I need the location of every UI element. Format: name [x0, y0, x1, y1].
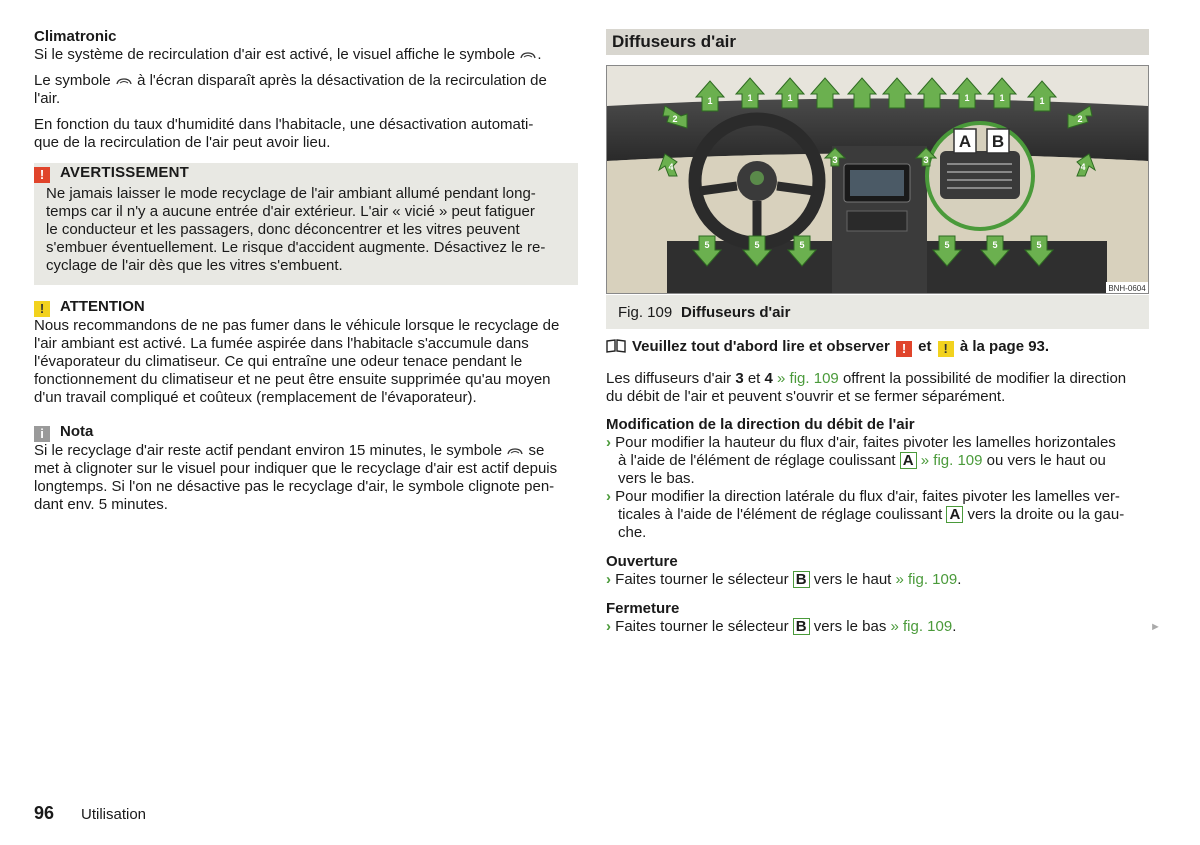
- closing-heading: Fermeture: [606, 600, 680, 617]
- vent-number: 2: [672, 114, 678, 124]
- vents-paragraph: [606, 370, 1149, 406]
- para-text: Les diffuseurs d'air: [606, 370, 732, 387]
- warning-line: s'embuer éventuellement. Le risque d'accident augmente. Désactivez le re-: [46, 239, 546, 256]
- note-text: se: [528, 442, 545, 459]
- vent-number: 1: [964, 93, 970, 103]
- caption-title: Diffuseurs d'air: [681, 304, 791, 321]
- fig-109-link[interactable]: » fig. 109: [895, 571, 958, 588]
- attention-icon: !: [34, 301, 50, 317]
- bullet-chevron-icon: ›: [606, 571, 611, 588]
- page-number: 96: [34, 803, 55, 823]
- bullet-text: vers la droite ou la gau-: [967, 506, 1125, 523]
- vent-number: 5: [1036, 240, 1042, 250]
- warning-header: [34, 164, 189, 183]
- bullet-text: vers le haut: [813, 571, 892, 588]
- warning-line: le conducteur et les passagers, donc déconcentrer et les vitres peuvent: [46, 221, 520, 238]
- attention-line: Nous recommandons de ne pas fumer dans le véhicule lorsque le recyclage de: [34, 317, 560, 334]
- bullet-text: Faites tourner le sélecteur: [615, 571, 789, 588]
- recirc-paragraph-2: [34, 72, 579, 108]
- section-title-bar: [606, 29, 1149, 55]
- vent-number: 3: [832, 155, 838, 165]
- control-b-ref: B: [793, 571, 810, 588]
- label-a: A: [958, 132, 972, 151]
- attention-icon: !: [938, 341, 954, 357]
- recirculation-icon: [115, 76, 133, 86]
- recirculation-icon: [506, 446, 524, 456]
- figure-code: BNH-0604: [1108, 284, 1146, 293]
- control-a-ref: A: [946, 506, 963, 523]
- note-line: dant env. 5 minutes.: [34, 496, 168, 513]
- recirc-text-2a: Le symbole: [34, 72, 111, 89]
- control-b-ref: B: [793, 618, 810, 635]
- note-title: Nota: [60, 423, 94, 440]
- warning-line: cyclage de l'air dès que les vitres s'embuent.: [46, 257, 343, 274]
- modification-section: [606, 416, 1149, 542]
- para-text: offrent la possibilité de modifier la direction: [842, 370, 1127, 387]
- vent-number: 1: [747, 93, 753, 103]
- attention-title: ATTENTION: [60, 298, 145, 315]
- footer-section: Utilisation: [81, 806, 147, 823]
- note-line: [34, 442, 579, 460]
- dashboard-illustration: [607, 66, 1148, 293]
- para-text: et: [747, 370, 761, 387]
- info-icon: i: [34, 426, 50, 442]
- figure-109: [606, 65, 1149, 294]
- vent-number: 3: [923, 155, 929, 165]
- bullet-chevron-icon: ›: [606, 488, 611, 505]
- recirc-text-3b: que de la recirculation de l'air peut avoir lieu.: [34, 134, 331, 151]
- vent-number: 5: [944, 240, 950, 250]
- vent-ref-4: 4: [764, 370, 773, 387]
- recirc-text-3a: En fonction du taux d'humidité dans l'habitacle, une désactivation automati-: [34, 116, 534, 133]
- bullet-text: che.: [618, 524, 647, 541]
- vent-number: 4: [1080, 162, 1086, 172]
- note-section: [34, 423, 579, 514]
- fig-109-link[interactable]: » fig. 109: [777, 370, 839, 387]
- vent-number: 2: [1077, 114, 1083, 124]
- closing-section: [606, 600, 1149, 636]
- bullet-text: Faites tourner le sélecteur: [615, 618, 789, 635]
- climatronic-heading: Climatronic: [34, 28, 117, 45]
- read-first-and: et: [918, 338, 932, 355]
- fig-109-link[interactable]: » fig. 109: [920, 452, 983, 469]
- attention-header: [34, 298, 579, 317]
- vent-ref-3: 3: [735, 370, 744, 387]
- label-b: B: [991, 132, 1005, 151]
- recirc-text-2b: à l'écran disparaît après la désactivation de la recirculation de: [137, 72, 547, 89]
- bullet-text: vers le bas: [813, 618, 887, 635]
- attention-line: fonctionnement du climatiseur et ne peut être ensuite supprimée qu'au moyen: [34, 371, 551, 388]
- vent-number: 5: [992, 240, 998, 250]
- caption-number: Fig. 109: [618, 304, 673, 321]
- note-line: met à clignoter sur le visuel pour indiquer que le recyclage d'air est actif depuis: [34, 460, 558, 477]
- warning-icon: !: [34, 167, 50, 183]
- vent-number: 1: [999, 93, 1005, 103]
- vent-number: 5: [754, 240, 760, 250]
- bullet-text: .: [952, 618, 957, 635]
- warning-line: temps car il n'y a aucune entrée d'air extérieur. L'air « vicié » peut fatiguer: [46, 203, 535, 220]
- book-icon: [606, 339, 626, 353]
- bullet-text: à l'aide de l'élément de réglage coulissant: [618, 452, 896, 469]
- opening-heading: Ouverture: [606, 553, 678, 570]
- recirculation-icon: [519, 50, 537, 60]
- recirc-paragraph-3: [34, 116, 579, 152]
- bullet-text: ou vers le haut ou: [986, 452, 1106, 469]
- attention-line: l'air ambiant est activé. La fumée aspirée dans l'habitacle s'accumule dans: [34, 335, 529, 352]
- warning-box: [34, 163, 578, 285]
- bullet-text: .: [957, 571, 962, 588]
- attention-line: d'un travail compliqué et coûteux (remplacement de l'évaporateur).: [34, 389, 477, 406]
- bullet-text: ticales à l'aide de l'élément de réglage coulissant: [618, 506, 943, 523]
- modification-heading: Modification de la direction du débit de l'air: [606, 416, 915, 433]
- vent-number: 1: [787, 93, 793, 103]
- vent-number: 1: [707, 96, 713, 106]
- recirc-paragraph-1: Si le système de recirculation d'air est activé, le visuel affiche le symbole .: [34, 46, 542, 63]
- bullet-text: Pour modifier la direction latérale du flux d'air, faites pivoter les lamelles ver-: [615, 488, 1120, 505]
- fig-109-link[interactable]: » fig. 109: [890, 618, 953, 635]
- note-header: [34, 423, 579, 442]
- bullet-text: Pour modifier la hauteur du flux d'air, faites pivoter les lamelles horizontales: [615, 434, 1116, 451]
- attention-section: [34, 298, 579, 407]
- bullet-chevron-icon: ›: [606, 434, 611, 451]
- read-first-text: Veuillez tout d'abord lire et observer: [632, 338, 890, 355]
- vent-number: 5: [704, 240, 710, 250]
- control-a-ref: A: [900, 452, 917, 469]
- vent-number: 5: [799, 240, 805, 250]
- vent-number: 1: [1039, 96, 1045, 106]
- note-line: longtemps. Si l'on ne désactive pas le recyclage d'air, le symbole clignote pen-: [34, 478, 555, 495]
- continue-arrow-icon: ►: [1150, 621, 1161, 633]
- warning-line: Ne jamais laisser le mode recyclage de l'air ambiant allumé pendant long-: [46, 185, 536, 202]
- figure-caption: [606, 295, 1149, 329]
- climatronic-section: [34, 28, 579, 64]
- bullet-chevron-icon: ›: [606, 618, 611, 635]
- attention-line: l'évaporateur du climatiseur. Ce qui entraîne une odeur tenace pendant le: [34, 353, 523, 370]
- note-text: Si le recyclage d'air reste actif pendant environ 15 minutes, le symbole: [34, 442, 503, 459]
- read-first-line: [606, 338, 1149, 357]
- opening-section: [606, 553, 1149, 589]
- warning-title: AVERTISSEMENT: [60, 164, 190, 181]
- warning-body: [46, 185, 574, 275]
- warning-icon: !: [896, 341, 912, 357]
- bullet-text: vers le bas.: [618, 470, 695, 487]
- recirc-text-1: Si le système de recirculation d'air est activé, le visuel affiche le symbole: [34, 46, 516, 63]
- vent-number: 4: [668, 162, 674, 172]
- page-93-link[interactable]: à la page 93.: [959, 338, 1050, 355]
- section-title: Diffuseurs d'air: [612, 32, 737, 51]
- para-text: du débit de l'air et peuvent s'ouvrir et se fermer séparément.: [606, 388, 1006, 405]
- recirc-text-2c: l'air.: [34, 90, 61, 107]
